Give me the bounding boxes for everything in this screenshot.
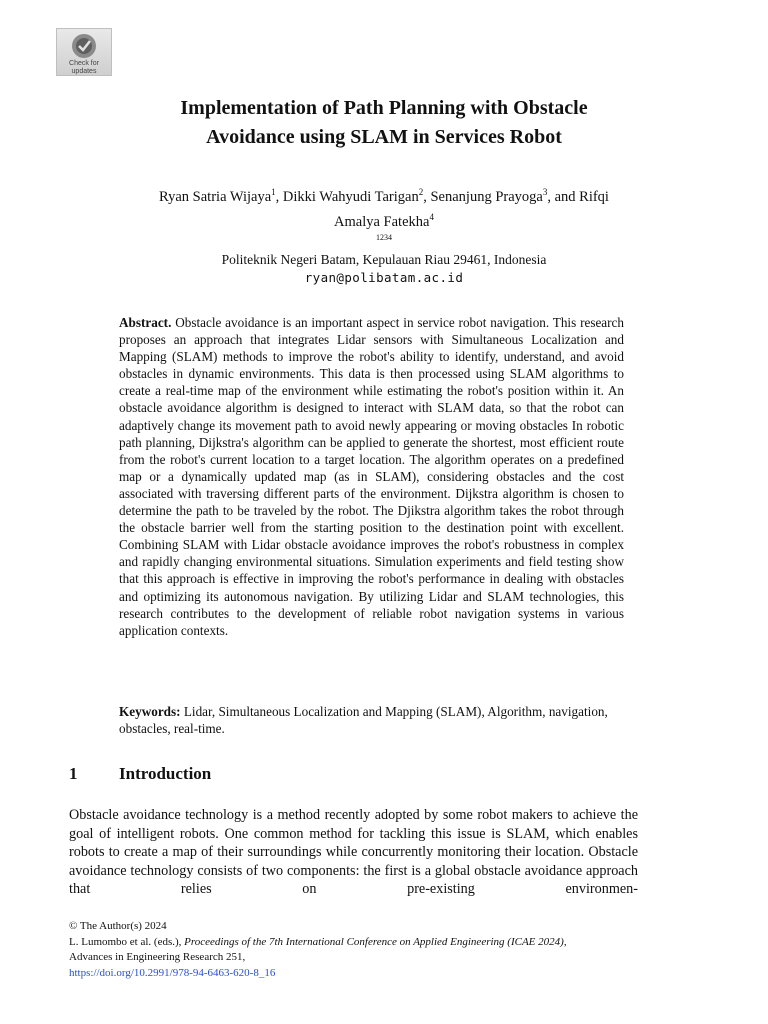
title-line-2: Avoidance using SLAM in Services Robot [206,126,562,148]
intro-paragraph: Obstacle avoidance technology is a method recently adopted by some robot makers to achieve the goal of intelligent robots. One common method for tackling this issue is SLAM, which enables robots to create a map of their surroundings while concurrently monitoring their location. Obstacle avoidance technology consists of two components: the first is a global obstacle avoidance approach that relies on pre-existing environmen- [69,807,638,897]
check-for-updates-icon [71,33,97,59]
section-heading [69,764,211,784]
copyright: © The Author(s) 2024 [69,920,167,932]
author-2: , Dikki Wahyudi Tarigan [275,188,419,205]
author-list [60,182,708,232]
keywords-text: Lidar, Simultaneous Localization and Mapping (SLAM), Algorithm, navigation, obstacles, real-time. [119,704,608,737]
title-line-1: Implementation of Path Planning with Obstacle [180,97,588,119]
keywords [119,703,624,737]
institution: Politeknik Negeri Batam, Kepulauan Riau 29461, Indonesia [221,252,547,267]
affiliation [60,251,708,287]
author-line-2 [60,207,708,232]
citation-comma: , [563,935,567,948]
author-email[interactable]: ryan@polibatam.ac.id [304,270,464,285]
abstract-label: Abstract. [119,315,172,330]
abstract [119,314,624,639]
badge-label-2: updates [71,68,97,75]
affiliation-numbers: 1234 [376,233,392,242]
author-4: Amalya Fatekha [334,213,430,230]
author-4-sup: 4 [429,211,434,222]
author-3-sup: 3 [542,187,548,197]
series: Advances in Engineering Research 251, [69,951,246,964]
abstract-text: Obstacle avoidance is an important aspect in service robot navigation. This research proposes an approach that integrates Lidar sensors with Simultaneous Localization and Mapping (SLAM) methods to improve the robot's ability to identify, understand, and avoid obstacles in dynamic environments. This data is then processed using SLAM algorithms to create a real-time map of the environment while estimating the robot's position within it. An obstacle avoidance algorithm is designed to interact with SLAM data, so that the robot can adaptively change its movement path to avoid newly appearing or moving obstacles In robotic path planning, Dijkstra's algorithm can be applied to generate the shortest, most efficient route from the robot's current location to a target location. The algorithm operates on a predefined map or a dynamically updated map (as in SLAM), considering obstacles and the cost associated with traversing different parts of the environment. Dijkstra algorithm is chosen to determine the path to be traveled by the robot. The Djikstra algorithm takes the robot through the obstacle barrier well from the starting position to the destination point with excellent. Combining SLAM with Lidar obstacle avoidance improves the robot's robustness in complex and rapidly changing environmental situations. Simulation experiments and field testing show that this approach is effective in improving the robot's performance in dealing with obstacles and optimizing its autonomous navigation. By utilizing Lidar and SLAM technologies, this research contributes to the development of reliable robot navigation systems in various application contexts. [119,315,624,638]
doi-link[interactable]: https://doi.org/10.2991/978-94-6463-620-8_16 [69,966,276,979]
keywords-label: Keywords: [119,704,181,719]
citation-line [69,935,689,951]
author-3: , Senanjung Prayoga [423,188,543,205]
editors: L. Lumombo et al. (eds.), [69,935,185,948]
badge-label-1: Check for [69,60,99,67]
section-title: Introduction [119,764,212,783]
proceedings-title: Proceedings of the 7th International Conference on Applied Engineering (ICAE 2024) [184,935,564,948]
author-4-part: , and Rifqi [547,188,609,205]
author-2-sup: 2 [418,187,424,197]
paper-title [60,94,708,152]
section-number: 1 [69,764,78,783]
footer [69,919,689,981]
author-1-sup: 1 [271,187,276,197]
author-line-1 [60,182,708,207]
author-1: Ryan Satria Wijaya [159,188,272,205]
check-for-updates-badge[interactable] [56,28,112,76]
